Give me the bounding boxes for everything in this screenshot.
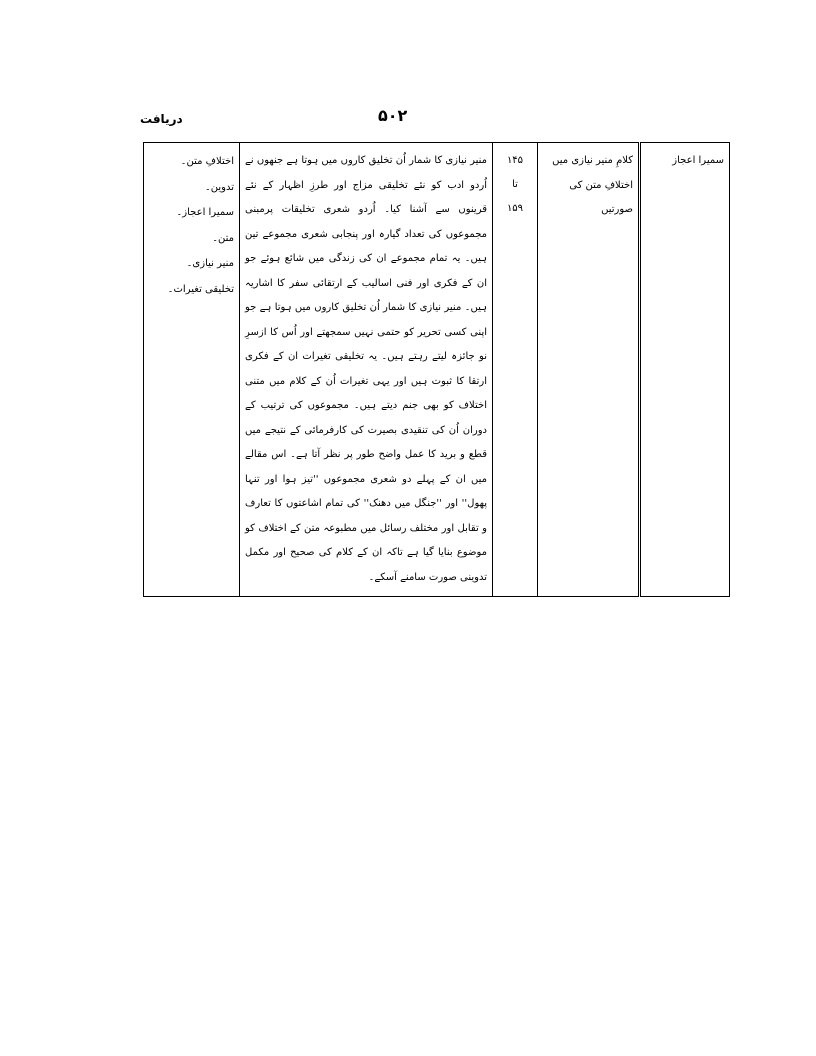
- article-title: کلامِ منیر نیازی میں اختلافِ متن کی صورتیں: [552, 155, 633, 215]
- summary-cell: [240, 143, 493, 597]
- keyword-item: متن۔: [212, 232, 234, 244]
- page-range-separator: تا: [512, 179, 518, 190]
- journal-name: دریافت: [140, 112, 183, 126]
- article-entry-table: [143, 142, 730, 597]
- pages-cell: [493, 143, 538, 597]
- page-end: ۱۵۹: [506, 203, 524, 214]
- article-summary: منیر نیازی کا شمار اُن تخلیق کاروں میں ہوتا ہے جنھوں نے اُردو ادب کو نئے تخلیقی مزاج اور طرزِ اظہار کے نئے قرینوں سے آشنا کیا۔ اُردو شعری تخلیقات پرمبنی مجموعوں کی تعداد گیارہ اور پنجابی شعری مجموعے تین ہیں۔ یہ تمام مجموعے ان کی زندگی میں شائع ہوئے جو ان کے فکری اور فنی اسالیب کے ارتقائی سفر کا اشاریہ ہیں۔ منیر نیازی کا شمار اُن تخلیق کاروں میں ہوتا ہے جو اپنی کسی تحریر کو حتمی نہیں سمجھتے اور اُس کا ازسرِ نو جائزہ لیتے رہتے ہیں۔ یہ تخلیقی تغیرات ان کے فکری ارتقا کا ثبوت ہیں اور یہی تغیرات اُن کے کلام میں متنی اختلاف کو بھی جنم دیتے ہیں۔ مجموعوں کی ترتیب کے دوران اُن کی تنقیدی بصیرت کی کارفرمائی کے نتیجے میں قطع و برید کا عمل واضح طور پر نظر آتا ہے۔ اس مقالے میں ان کے پہلے دو شعری مجموعوں ''تیز ہوا اور تنہا پھول'' اور ''جنگل میں دھنک'' کی تمام اشاعتوں کا تعارف و تقابل اور مختلف رسائل میں مطبوعہ متن کے اختلاف کو موضوع بنایا گیا ہے تاکہ ان کے کلام کی صحیح اور مکمل تدوینی صورت سامنے آسکے۔: [245, 155, 487, 583]
- keyword-item: اختلافِ متن۔: [180, 156, 234, 167]
- page-start: ۱۴۵: [506, 155, 524, 166]
- keyword-item: سمیرا اعجاز۔: [176, 207, 234, 218]
- keyword-item: تخلیقی تغیرات۔: [167, 283, 234, 295]
- author-name: سمیرا اعجاز: [672, 155, 724, 166]
- keywords-cell: [144, 143, 240, 597]
- keyword-item: تدوین۔: [204, 181, 234, 193]
- page-number: ۵۰۲: [378, 106, 408, 125]
- keyword-item: منیر نیازی۔: [186, 258, 234, 269]
- title-cell: [538, 143, 640, 597]
- table-row: [144, 143, 730, 597]
- author-cell: [640, 143, 730, 597]
